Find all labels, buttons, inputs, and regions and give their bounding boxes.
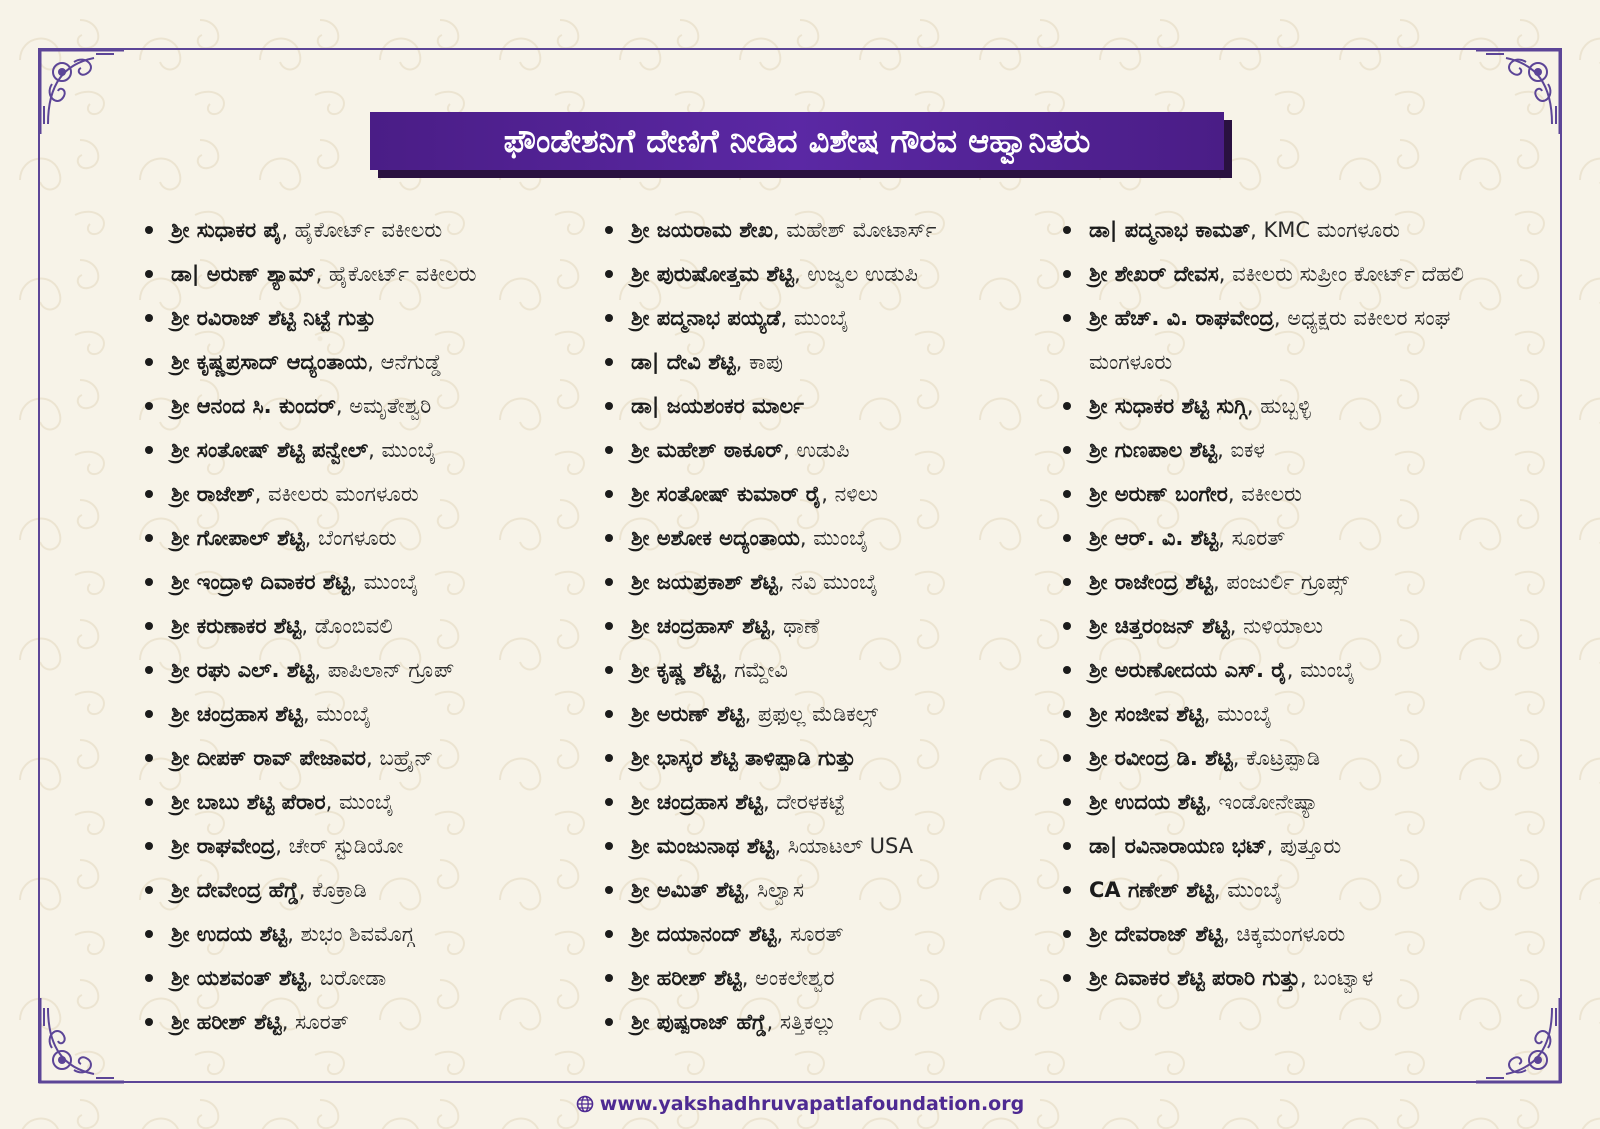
invitee-name: ಶ್ರೀ ಪುಷ್ಪರಾಜ್ ಹೆಗ್ಡೆ xyxy=(631,1010,767,1034)
bullet-icon xyxy=(145,314,153,322)
invitee-name: ಶ್ರೀ ಚಂದ್ರಹಾಸ್ ಶೆಟ್ಟಿ xyxy=(631,614,770,638)
invitee-detail: ಪ್ರಫುಲ್ಲ ಮೆಡಿಕಲ್ಸ್ xyxy=(757,702,879,726)
bullet-icon xyxy=(1063,666,1071,674)
bullet-icon xyxy=(605,534,613,542)
invitee-list-item: ಶ್ರೀ ಗುಣಪಾಲ ಶೆಟ್ಟಿ, ಐಕಳ xyxy=(1060,428,1540,472)
title-banner xyxy=(370,112,1228,172)
bullet-icon xyxy=(145,754,153,762)
invitee-detail: ಗಮ್ದೇವಿ xyxy=(734,658,788,682)
invitee-list-item: ಶ್ರೀ ಪದ್ಮನಾಭ ಪಯ್ಯಡೆ, ಮುಂಬೈ xyxy=(602,296,1042,340)
footer xyxy=(0,1087,1600,1121)
invitee-list-column-2 xyxy=(602,208,1042,1044)
invitee-list-item: ಶ್ರೀ ದೇವೇಂದ್ರ ಹೆಗ್ಡೆ, ಕೊಕ್ರಾಡಿ xyxy=(142,868,582,912)
invitee-list-item: ಶ್ರೀ ಸಂತೋಷ್ ಶೆಟ್ಟಿ ಪನ್ವೇಲ್, ಮುಂಬೈ xyxy=(142,428,582,472)
bullet-icon xyxy=(605,798,613,806)
invitee-name: ಶ್ರೀ ರಾಜೇಂದ್ರ ಶೆಟ್ಟಿ xyxy=(1089,570,1213,594)
invitee-list-item: ಶ್ರೀ ಕೃಷ್ಣ ಶೆಟ್ಟಿ, ಗಮ್ದೇವಿ xyxy=(602,648,1042,692)
invitee-name: ಡಾ| ರವಿನಾರಾಯಣ ಭಟ್ xyxy=(1089,834,1267,858)
invitee-name: ಶ್ರೀ ಆನಂದ ಸಿ. ಕುಂದರ್ xyxy=(171,394,336,418)
invitee-list-item: ಶ್ರೀ ದೀಪಕ್ ರಾವ್ ಪೇಜಾವರ, ಬಹ್ರೈನ್ xyxy=(142,736,582,780)
invitee-name: ಡಾ| ದೇವಿ ಶೆಟ್ಟಿ xyxy=(631,350,736,374)
bullet-icon xyxy=(605,226,613,234)
bullet-icon xyxy=(145,886,153,894)
invitee-name: ಶ್ರೀ ಶೇಖರ್ ದೇವಸ xyxy=(1089,262,1219,286)
invitee-list-item: ಶ್ರೀ ಚಂದ್ರಹಾಸ ಶೆಟ್ಟಿ, ದೇರಳಕಟ್ಟೆ xyxy=(602,780,1042,824)
bullet-icon xyxy=(605,754,613,762)
bullet-icon xyxy=(1063,270,1071,278)
bullet-icon xyxy=(605,1018,613,1026)
bullet-icon xyxy=(145,402,153,410)
invitee-list-item: ಶ್ರೀ ಅಮಿತ್ ಶೆಟ್ಟಿ, ಸಿಲ್ವಾಸ xyxy=(602,868,1042,912)
invitee-detail: ಮುಂಬೈ xyxy=(363,570,419,594)
bullet-icon xyxy=(145,578,153,586)
invitee-name: ಶ್ರೀ ಕೃಷ್ಣಪ್ರಸಾದ್ ಆದ್ಯಂತಾಯ xyxy=(171,350,368,374)
invitee-list-item: ಶ್ರೀ ಉದಯ ಶೆಟ್ಟಿ, ಶುಭಂ ಶಿವಮೊಗ್ಗ xyxy=(142,912,582,956)
invitee-detail: ಶುಭಂ ಶಿವಮೊಗ್ಗ xyxy=(300,922,415,946)
invitee-list-item: ಶ್ರೀ ದೇವರಾಜ್ ಶೆಟ್ಟಿ, ಚಿಕ್ಕಮಂಗಳೂರು xyxy=(1060,912,1540,956)
bullet-icon xyxy=(145,358,153,366)
invitee-name: ಶ್ರೀ ಚಿತ್ತರಂಜನ್ ಶೆಟ್ಟಿ xyxy=(1089,614,1230,638)
invitee-list-item: ಶ್ರೀ ಪುರುಷೋತ್ತಮ ಶೆಟ್ಟಿ, ಉಜ್ವಲ ಉಡುಪಿ xyxy=(602,252,1042,296)
invitee-list-item: CA ಗಣೇಶ್ ಶೆಟ್ಟಿ, ಮುಂಬೈ xyxy=(1060,868,1540,912)
invitee-name: ಶ್ರೀ ರಘು ಎಲ್. ಶೆಟ್ಟಿ xyxy=(171,658,315,682)
invitee-name: ಶ್ರೀ ಮಹೇಶ್ ಠಾಕೂರ್ xyxy=(631,438,784,462)
invitee-list-item: ಶ್ರೀ ಸುಧಾಕರ ಪೈ, ಹೈಕೋರ್ಟ್ ವಕೀಲರು xyxy=(142,208,582,252)
invitee-name: ಶ್ರೀ ರಾಘವೇಂದ್ರ xyxy=(171,834,276,858)
bullet-icon xyxy=(1063,578,1071,586)
invitee-name: ಶ್ರೀ ಅಶೋಕ ಅದ್ಯಂತಾಯ xyxy=(631,526,800,550)
invitee-list-item: ಶ್ರೀ ಶೇಖರ್ ದೇವಸ, ವಕೀಲರು ಸುಪ್ರೀಂ ಕೋರ್ಟ್ ದೆಹಲಿ xyxy=(1060,252,1540,296)
invitee-detail: ಮುಂಬೈ xyxy=(1217,702,1272,726)
invitee-list-item: ಶ್ರೀ ರಘು ಎಲ್. ಶೆಟ್ಟಿ, ಪಾಪಿಲಾನ್ ಗ್ರೂಪ್ xyxy=(142,648,582,692)
invitee-detail: ಮುಂಬೈ xyxy=(793,306,849,330)
invitee-detail: ವಕೀಲರು ಮಂಗಳೂರು xyxy=(267,482,419,506)
invitee-list-item: ಶ್ರೀ ಸಂಜೀವ ಶೆಟ್ಟಿ, ಮುಂಬೈ xyxy=(1060,692,1540,736)
invitee-list-item: ಶ್ರೀ ಪುಷ್ಪರಾಜ್ ಹೆಗ್ಡೆ, ಸತ್ತಿಕಲ್ಲು xyxy=(602,1000,1042,1044)
invitee-name: ಶ್ರೀ ಉದಯ ಶೆಟ್ಟಿ xyxy=(1089,790,1206,814)
invitee-name: ಶ್ರೀ ಚಂದ್ರಹಾಸ ಶೆಟ್ಟಿ xyxy=(171,702,303,726)
invitee-list-item: ಶ್ರೀ ಚಂದ್ರಹಾಸ ಶೆಟ್ಟಿ, ಮುಂಬೈ xyxy=(142,692,582,736)
invitee-list-item: ಶ್ರೀ ರಾಜೇಂದ್ರ ಶೆಟ್ಟಿ, ಪಂಜುರ್ಲಿ ಗ್ರೂಪ್ಸ್ xyxy=(1060,560,1540,604)
invitee-detail: ಮುಂಬೈ xyxy=(316,702,371,726)
invitee-name: ಶ್ರೀ ದೀಪಕ್ ರಾವ್ ಪೇಜಾವರ xyxy=(171,746,367,770)
invitee-name: ಶ್ರೀ ರವೀಂದ್ರ ಡಿ. ಶೆಟ್ಟಿ xyxy=(1089,746,1233,770)
invitee-detail: ಪಂಜುರ್ಲಿ ಗ್ರೂಪ್ಸ್ xyxy=(1226,570,1349,594)
invitee-list-item xyxy=(142,296,582,340)
bullet-icon xyxy=(1063,754,1071,762)
invitee-detail: ಪುತ್ತೂರು xyxy=(1280,834,1342,858)
invitee-list-item: ಶ್ರೀ ದಯಾನಂದ್ ಶೆಟ್ಟಿ, ಸೂರತ್ xyxy=(602,912,1042,956)
corner-ornament-icon xyxy=(34,44,130,140)
invitee-list-column-1 xyxy=(142,208,582,1044)
bullet-icon xyxy=(605,666,613,674)
invitee-detail: ಅಂಕಲೇಶ್ವರ xyxy=(755,966,835,990)
invitee-name: ಶ್ರೀ ರವಿರಾಜ್ ಶೆಟ್ಟಿ ನಿಟ್ಟೆ ಗುತ್ತು xyxy=(171,306,376,330)
bullet-icon xyxy=(1063,930,1071,938)
invitee-detail: ಮಹೇಶ್ ಮೋಟಾರ್ಸ್ xyxy=(786,218,937,242)
invitee-name: ಶ್ರೀ ಕೃಷ್ಣ ಶೆಟ್ಟಿ xyxy=(631,658,721,682)
invitee-list-item: ಶ್ರೀ ಆನಂದ ಸಿ. ಕುಂದರ್, ಅಮೃತೇಶ್ವರಿ xyxy=(142,384,582,428)
invitee-name: ಶ್ರೀ ಸಂತೋಷ್ ಶೆಟ್ಟಿ ಪನ್ವೇಲ್ xyxy=(171,438,369,462)
invitee-detail: ನಳಿಲು xyxy=(834,482,879,506)
invitee-name: ಶ್ರೀ ಚಂದ್ರಹಾಸ ಶೆಟ್ಟಿ xyxy=(631,790,763,814)
bullet-icon xyxy=(145,798,153,806)
invitee-list-item: ಡಾ| ದೇವಿ ಶೆಟ್ಟಿ, ಕಾಪು xyxy=(602,340,1042,384)
invitee-detail: ಉಜ್ವಲ ಉಡುಪಿ xyxy=(807,262,918,286)
invitee-detail: ಸೂರತ್ xyxy=(295,1010,349,1034)
bullet-icon xyxy=(145,666,153,674)
invitee-detail: ದೇರಳಕಟ್ಟೆ xyxy=(776,790,845,814)
invitee-list-item xyxy=(602,736,1042,780)
invitee-list-item: ಶ್ರೀ ಜಯರಾಮ ಶೇಖ, ಮಹೇಶ್ ಮೋಟಾರ್ಸ್ xyxy=(602,208,1042,252)
invitee-list-item: ಶ್ರೀ ಹರೀಶ್ ಶೆಟ್ಟಿ, ಸೂರತ್ xyxy=(142,1000,582,1044)
invitee-detail: ಹೈಕೋರ್ಟ್ ವಕೀಲರು xyxy=(328,262,477,286)
invitee-list-item: ಶ್ರೀ ಮಹೇಶ್ ಠಾಕೂರ್, ಉಡುಪಿ xyxy=(602,428,1042,472)
invitee-detail: ಸಿಯಾಟಲ್ USA xyxy=(787,834,914,858)
invitee-name: ಶ್ರೀ ಅಮಿತ್ ಶೆಟ್ಟಿ xyxy=(631,878,744,902)
invitee-detail: ವಕೀಲರು xyxy=(1241,482,1302,506)
bullet-icon xyxy=(145,1018,153,1026)
invitee-detail: ಸತ್ತಿಕಲ್ಲು xyxy=(779,1010,837,1034)
bullet-icon xyxy=(145,710,153,718)
invitee-detail: ಸೂರತ್ xyxy=(789,922,844,946)
invitee-name: ಶ್ರೀ ಸಂತೋಷ್ ಕುಮಾರ್ ರೈ xyxy=(631,482,822,506)
bullet-icon xyxy=(1063,446,1071,454)
invitee-list-item: ಶ್ರೀ ರಾಜೇಶ್, ವಕೀಲರು ಮಂಗಳೂರು xyxy=(142,472,582,516)
invitee-list-item: ಶ್ರೀ ರಾಘವೇಂದ್ರ, ಚೇರ್ ಸ್ಟುಡಿಯೋ xyxy=(142,824,582,868)
website-link[interactable]: www.yakshadhruvapatlafoundation.org xyxy=(599,1093,1025,1115)
bullet-icon xyxy=(605,842,613,850)
invitee-detail: ಐಕಳ xyxy=(1230,438,1265,462)
invitee-name: ಶ್ರೀ ದಯಾನಂದ್ ಶೆಟ್ಟಿ xyxy=(631,922,777,946)
invitee-list-item: ಶ್ರೀ ಬಾಬು ಶೆಟ್ಟಿ ಪೆರಾರ, ಮುಂಬೈ xyxy=(142,780,582,824)
invitee-detail: ಬಹ್ರೈನ್ xyxy=(379,746,434,770)
invitee-name: ಶ್ರೀ ಜಯಪ್ರಕಾಶ್ ಶೆಟ್ಟಿ xyxy=(631,570,778,594)
bullet-icon xyxy=(145,930,153,938)
bullet-icon xyxy=(605,974,613,982)
bullet-icon xyxy=(605,622,613,630)
invitee-name: ಶ್ರೀ ಹರೀಶ್ ಶೆಟ್ಟಿ xyxy=(171,1010,282,1034)
invitee-name: ಶ್ರೀ ಆರ್. ವಿ. ಶೆಟ್ಟಿ xyxy=(1089,526,1219,550)
globe-icon xyxy=(576,1095,594,1113)
invitee-detail: ಮುಂಬೈ xyxy=(1227,878,1282,902)
invitee-detail: ಉಡುಪಿ xyxy=(796,438,850,462)
invitee-detail: ಹೈಕೋರ್ಟ್ ವಕೀಲರು xyxy=(294,218,443,242)
bullet-icon xyxy=(1063,622,1071,630)
invitee-name: ಶ್ರೀ ಅರುಣೋದಯ ಎಸ್. ರೈ xyxy=(1089,658,1287,682)
invitee-name: ಶ್ರೀ ಇಂದ್ರಾಳಿ ದಿವಾಕರ ಶೆಟ್ಟಿ xyxy=(171,570,351,594)
invitee-detail: ಥಾಣೆ xyxy=(783,614,820,638)
invitee-name: ಶ್ರೀ ಹರೀಶ್ ಶೆಟ್ಟಿ xyxy=(631,966,742,990)
invitee-list-item: ಶ್ರೀ ಚಿತ್ತರಂಜನ್ ಶೆಟ್ಟಿ, ನುಳಿಯಾಲು xyxy=(1060,604,1540,648)
page-title: ಫೌಂಡೇಶನಿಗೆ ದೇಣಿಗೆ ನೀಡಿದ ವಿಶೇಷ ಗೌರವ ಆಹ್ವಾನಿತರು xyxy=(503,121,1091,160)
bullet-icon xyxy=(1063,798,1071,806)
invitee-name: ಶ್ರೀ ಸುಧಾಕರ ಪೈ xyxy=(171,218,282,242)
bullet-icon xyxy=(1063,490,1071,498)
invitee-name: ಡಾ| ಜಯಶಂಕರ ಮಾರ್ಲ xyxy=(631,394,804,418)
bullet-icon xyxy=(1063,402,1071,410)
invitee-name: ಶ್ರೀ ಕರುಣಾಕರ ಶೆಟ್ಟಿ xyxy=(171,614,302,638)
invitee-name: ಶ್ರೀ ದೇವರಾಜ್ ಶೆಟ್ಟಿ xyxy=(1089,922,1224,946)
invitee-list-item: ಶ್ರೀ ಇಂದ್ರಾಳಿ ದಿವಾಕರ ಶೆಟ್ಟಿ, ಮುಂಬೈ xyxy=(142,560,582,604)
bullet-icon xyxy=(1063,314,1071,322)
invitee-name: ಶ್ರೀ ಅರುಣ್ ಶೆಟ್ಟಿ xyxy=(631,702,745,726)
invitee-name: ಶ್ರೀ ಜಯರಾಮ ಶೇಖ xyxy=(631,218,773,242)
invitee-detail: ಚೇರ್ ಸ್ಟುಡಿಯೋ xyxy=(288,834,404,858)
invitee-list-item: ಶ್ರೀ ಅರುಣ್ ಶೆಟ್ಟಿ, ಪ್ರಫುಲ್ಲ ಮೆಡಿಕಲ್ಸ್ xyxy=(602,692,1042,736)
bullet-icon xyxy=(1063,886,1071,894)
invitee-name: ಶ್ರೀ ರಾಜೇಶ್ xyxy=(171,482,255,506)
invitee-name: ಶ್ರೀ ದಿವಾಕರ ಶೆಟ್ಟಿ ಪರಾರಿ ಗುತ್ತು xyxy=(1089,966,1301,990)
bullet-icon xyxy=(145,446,153,454)
bullet-icon xyxy=(605,578,613,586)
bullet-icon xyxy=(1063,974,1071,982)
bullet-icon xyxy=(1063,226,1071,234)
invitee-detail: ಪಾಪಿಲಾನ್ ಗ್ರೂಪ್ xyxy=(327,658,455,682)
invitee-list-item: ಶ್ರೀ ಕೃಷ್ಣಪ್ರಸಾದ್ ಆದ್ಯಂತಾಯ, ಆನೆಗುಡ್ಡೆ xyxy=(142,340,582,384)
invitee-detail: ಇಂಡೋನೇಷ್ಯಾ xyxy=(1218,790,1319,814)
invitee-list-column-3 xyxy=(1060,208,1540,1000)
invitee-detail: ಸಿಲ್ವಾಸ xyxy=(756,878,804,902)
invitee-detail: ಡೊಂಬಿವಲಿ xyxy=(314,614,393,638)
corner-ornament-icon xyxy=(1470,992,1566,1088)
invitee-detail: ಅಧ್ಯಕ್ಷರು ವಕೀಲರ ಸಂಘ ಮಂಗಳೂರು xyxy=(1089,306,1451,374)
invitee-list-item: ಶ್ರೀ ಜಯಪ್ರಕಾಶ್ ಶೆಟ್ಟಿ, ನವಿ ಮುಂಬೈ xyxy=(602,560,1042,604)
corner-ornament-icon xyxy=(1470,44,1566,140)
invitee-detail: ಕೊಕ್ರಾಡಿ xyxy=(312,878,367,902)
invitee-detail: ಆನೆಗುಡ್ಡೆ xyxy=(380,350,442,374)
invitee-list-item xyxy=(602,384,1042,428)
corner-ornament-icon xyxy=(34,992,130,1088)
invitee-list-item: ಶ್ರೀ ಕರುಣಾಕರ ಶೆಟ್ಟಿ, ಡೊಂಬಿವಲಿ xyxy=(142,604,582,648)
invitee-detail: KMC ಮಂಗಳೂರು xyxy=(1263,218,1400,242)
invitee-list-item: ಶ್ರೀ ಸುಧಾಕರ ಶೆಟ್ಟಿ ಸುಗ್ಗಿ, ಹುಬ್ಬಳ್ಳಿ xyxy=(1060,384,1540,428)
invitee-name: ಶ್ರೀ ಪುರುಷೋತ್ತಮ ಶೆಟ್ಟಿ xyxy=(631,262,795,286)
bullet-icon xyxy=(605,446,613,454)
invitee-detail: ಮುಂಬೈ xyxy=(381,438,437,462)
invitee-name: ಶ್ರೀ ಉದಯ ಶೆಟ್ಟಿ xyxy=(171,922,288,946)
invitee-detail: ಚಿಕ್ಕಮಂಗಳೂರು xyxy=(1236,922,1346,946)
invitee-detail: ಕೊಟ್ರಪ್ಪಾಡಿ xyxy=(1246,746,1321,770)
invitee-detail: ಬಂಟ್ವಾಳ xyxy=(1313,966,1374,990)
invitee-detail: ಬರೋಡಾ xyxy=(319,966,387,990)
invitee-list-item: ಶ್ರೀ ಆರ್. ವಿ. ಶೆಟ್ಟಿ, ಸೂರತ್ xyxy=(1060,516,1540,560)
invitee-name: ಶ್ರೀ ಬಾಬು ಶೆಟ್ಟಿ ಪೆರಾರ xyxy=(171,790,326,814)
invitee-list-item: ಡಾ| ಪದ್ಮನಾಭ ಕಾಮತ್, KMC ಮಂಗಳೂರು xyxy=(1060,208,1540,252)
invitee-list-item: ಶ್ರೀ ಅರುಣೋದಯ ಎಸ್. ರೈ, ಮುಂಬೈ xyxy=(1060,648,1540,692)
invitee-name: ಡಾ| ಅರುಣ್ ಶ್ಯಾಮ್ xyxy=(171,262,316,286)
bullet-icon xyxy=(1063,710,1071,718)
invitee-detail: ಅಮೃತೇಶ್ವರಿ xyxy=(349,394,432,418)
bullet-icon xyxy=(145,226,153,234)
bullet-icon xyxy=(1063,534,1071,542)
invitee-list-item: ಶ್ರೀ ಉದಯ ಶೆಟ್ಟಿ, ಇಂಡೋನೇಷ್ಯಾ xyxy=(1060,780,1540,824)
bullet-icon xyxy=(145,842,153,850)
bullet-icon xyxy=(605,886,613,894)
invitee-name: ಡಾ| ಪದ್ಮನಾಭ ಕಾಮತ್ xyxy=(1089,218,1251,242)
invitee-name: ಶ್ರೀ ಯಶವಂತ್ ಶೆಟ್ಟಿ xyxy=(171,966,307,990)
invitee-list-item: ಶ್ರೀ ಹೆಚ್. ವಿ. ರಾಘವೇಂದ್ರ, ಅಧ್ಯಕ್ಷರು ವಕೀಲರ ಸಂಘ ಮಂಗಳೂರು xyxy=(1060,296,1540,384)
invitee-detail: ಬೆಂಗಳೂರು xyxy=(317,526,397,550)
invitee-detail: ಮುಂಬೈ xyxy=(1300,658,1355,682)
invitee-list-item: ಡಾ| ಅರುಣ್ ಶ್ಯಾಮ್, ಹೈಕೋರ್ಟ್ ವಕೀಲರು xyxy=(142,252,582,296)
invitee-list-item: ಶ್ರೀ ಅರುಣ್ ಬಂಗೇರ, ವಕೀಲರು xyxy=(1060,472,1540,516)
bullet-icon xyxy=(145,974,153,982)
bullet-icon xyxy=(145,270,153,278)
invitee-name: ಶ್ರೀ ಸುಧಾಕರ ಶೆಟ್ಟಿ ಸುಗ್ಗಿ xyxy=(1089,394,1247,418)
bullet-icon xyxy=(605,710,613,718)
bullet-icon xyxy=(605,270,613,278)
invitee-name: ಶ್ರೀ ಹೆಚ್. ವಿ. ರಾಘವೇಂದ್ರ xyxy=(1089,306,1274,330)
invitee-list-item: ಶ್ರೀ ಗೋಪಾಲ್ ಶೆಟ್ಟಿ, ಬೆಂಗಳೂರು xyxy=(142,516,582,560)
invitee-list-item: ಶ್ರೀ ದಿವಾಕರ ಶೆಟ್ಟಿ ಪರಾರಿ ಗುತ್ತು, ಬಂಟ್ವಾಳ xyxy=(1060,956,1540,1000)
bullet-icon xyxy=(605,402,613,410)
bullet-icon xyxy=(605,930,613,938)
invitee-list-item: ಶ್ರೀ ಅಶೋಕ ಅದ್ಯಂತಾಯ, ಮುಂಬೈ xyxy=(602,516,1042,560)
invitee-detail: ಮುಂಬೈ xyxy=(813,526,868,550)
invitee-name: ಶ್ರೀ ಸಂಜೀವ ಶೆಟ್ಟಿ xyxy=(1089,702,1204,726)
invitee-list-item: ಶ್ರೀ ಚಂದ್ರಹಾಸ್ ಶೆಟ್ಟಿ, ಥಾಣೆ xyxy=(602,604,1042,648)
bullet-icon xyxy=(145,534,153,542)
invitee-detail: ಕಾಪು xyxy=(749,350,783,374)
invitee-name: ಶ್ರೀ ದೇವೇಂದ್ರ ಹೆಗ್ಡೆ xyxy=(171,878,299,902)
invitee-name: ಶ್ರೀ ಗೋಪಾಲ್ ಶೆಟ್ಟಿ xyxy=(171,526,305,550)
invitee-list-item: ಶ್ರೀ ರವೀಂದ್ರ ಡಿ. ಶೆಟ್ಟಿ, ಕೊಟ್ರಪ್ಪಾಡಿ xyxy=(1060,736,1540,780)
invitee-list-item: ಶ್ರೀ ಮಂಜುನಾಥ ಶೆಟ್ಟಿ, ಸಿಯಾಟಲ್ USA xyxy=(602,824,1042,868)
bullet-icon xyxy=(1063,842,1071,850)
invitee-list-item: ಶ್ರೀ ಯಶವಂತ್ ಶೆಟ್ಟಿ, ಬರೋಡಾ xyxy=(142,956,582,1000)
invitee-name: ಶ್ರೀ ಗುಣಪಾಲ ಶೆಟ್ಟಿ xyxy=(1089,438,1218,462)
bullet-icon xyxy=(605,490,613,498)
invitee-name: ಶ್ರೀ ಮಂಜುನಾಥ ಶೆಟ್ಟಿ xyxy=(631,834,775,858)
invitee-name: ಶ್ರೀ ಅರುಣ್ ಬಂಗೇರ xyxy=(1089,482,1228,506)
bullet-icon xyxy=(605,314,613,322)
invitee-detail: ವಕೀಲರು ಸುಪ್ರೀಂ ಕೋರ್ಟ್ ದೆಹಲಿ xyxy=(1232,262,1465,286)
invitee-detail: ಸೂರತ್ xyxy=(1231,526,1286,550)
bullet-icon xyxy=(145,622,153,630)
invitee-name: ಶ್ರೀ ಪದ್ಮನಾಭ ಪಯ್ಯಡೆ xyxy=(631,306,781,330)
invitee-list-item: ಡಾ| ರವಿನಾರಾಯಣ ಭಟ್, ಪುತ್ತೂರು xyxy=(1060,824,1540,868)
invitee-detail: ಮುಂಬೈ xyxy=(338,790,394,814)
bullet-icon xyxy=(145,490,153,498)
invitee-name: CA ಗಣೇಶ್ ಶೆಟ್ಟಿ xyxy=(1089,878,1214,902)
invitee-name: ಶ್ರೀ ಭಾಸ್ಕರ ಶೆಟ್ಟಿ ತಾಳಿಪ್ಪಾಡಿ ಗುತ್ತು xyxy=(631,746,856,770)
invitee-detail: ಹುಬ್ಬಳ್ಳಿ xyxy=(1260,394,1311,418)
invitee-list-item: ಶ್ರೀ ಸಂತೋಷ್ ಕುಮಾರ್ ರೈ, ನಳಿಲು xyxy=(602,472,1042,516)
invitee-list-item: ಶ್ರೀ ಹರೀಶ್ ಶೆಟ್ಟಿ, ಅಂಕಲೇಶ್ವರ xyxy=(602,956,1042,1000)
bullet-icon xyxy=(605,358,613,366)
title-box xyxy=(370,112,1224,170)
invitee-detail: ನುಳಿಯಾಲು xyxy=(1243,614,1324,638)
invitee-detail: ನವಿ ಮುಂಬೈ xyxy=(791,570,878,594)
